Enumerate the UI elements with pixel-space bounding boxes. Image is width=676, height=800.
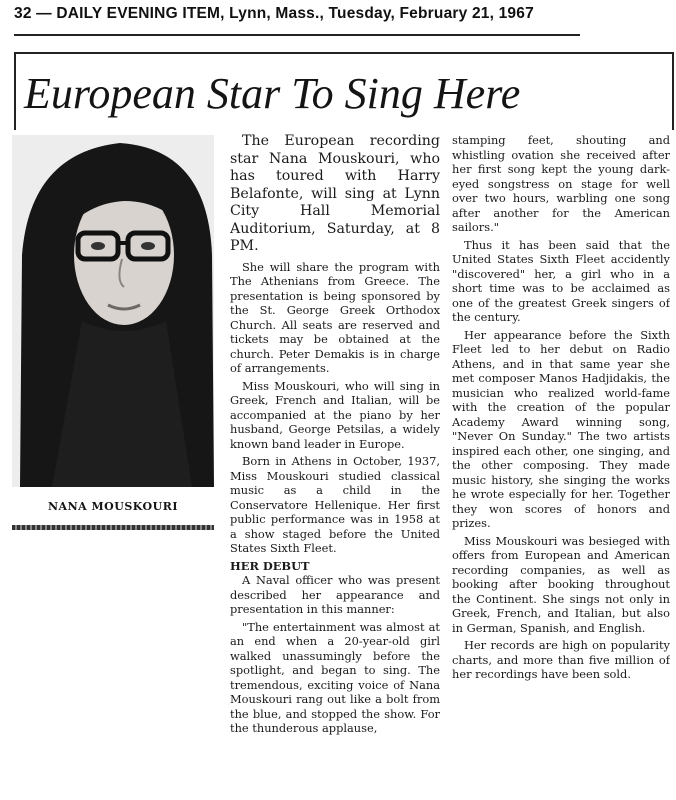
paragraph: Miss Mouskouri, who will sing in Greek, French and Italian, will be accompanied at the piano by her husband, George Petsilas, a widely known band leader in Europe.	[230, 378, 440, 451]
page-folio: 32 — DAILY EVENING ITEM, Lynn, Mass., Tuesday, February 21, 1967	[14, 5, 534, 22]
portrait-photo	[12, 135, 214, 487]
photo-caption: NANA MOUSKOURI	[47, 500, 179, 513]
paragraph: Miss Mouskouri was besieged with offers from European and American recording companies, as well as booking after booking throughout the Continent. She sings not only in Greek, French, and Italian, but also in German, Spanish, and English.	[452, 533, 670, 635]
article-column-middle	[230, 133, 440, 793]
paragraph: She will share the program with The Athenians from Greece. The presentation is being sponsored by the St. George Greek Orthodox Church. All seats are reserved and tickets may be obtained at the church. Peter Demakis is in charge of arrangements.	[230, 259, 440, 375]
portrait-image	[12, 135, 214, 487]
article-column-right	[452, 133, 670, 793]
lead-paragraph: The European recording star Nana Mouskouri, who has toured with Harry Belafonte, will sing at Lynn City Hall Memorial Auditorium, Saturday, at 8 PM.	[230, 133, 440, 254]
subhead: HER DEBUT	[230, 558, 310, 573]
paragraph: A Naval officer who was present described her appearance and presentation in this manner:	[230, 573, 440, 616]
paragraph: Thus it has been said that the United States Sixth Fleet accidently "discovered" her, a girl who in a short time was to be acclaimed as one of the greatest Greek singers of the century.	[452, 237, 670, 324]
paragraph: Her records are high on popularity charts, and more than five million of her recordings have been sold.	[452, 638, 670, 681]
paragraph: Her appearance before the Sixth Fleet led to her debut on Radio Athens, and in that same year she met composer Manos Hadjidakis, the musician who realized world-fame with the creation of the popular Academy Award winning song, "Never On Sunday." The two artists inspired each other, one singing, and the other composing. They made music history, she singing the works he wrote especially for her. Together they won scores of honors and prizes.	[452, 327, 670, 530]
paragraph: "The entertainment was almost at an end when a 20-year-old girl walked unassumingly before the spotlight, and began to sing. The tremendous, exciting voice of Nana Mouskouri rang out like a bolt from the blue, and stopped the show. For the thunderous applause,	[230, 619, 440, 735]
folio-rule	[14, 34, 580, 36]
paragraph: Born in Athens in October, 1937, Miss Mouskouri studied classical music as a child in the Conservatore Hellenique. Her first public performance was in 1958 at a show staged before the United States Sixth Fleet.	[230, 454, 440, 555]
caption-rule	[12, 525, 214, 530]
headline: European Star To Sing Here	[24, 69, 521, 118]
paragraph: stamping feet, shouting and whistling ovation she received after her first song kept the young dark-eyed songstress on stage for well over two hours, warbling one song after another for the American sailors."	[452, 133, 670, 234]
